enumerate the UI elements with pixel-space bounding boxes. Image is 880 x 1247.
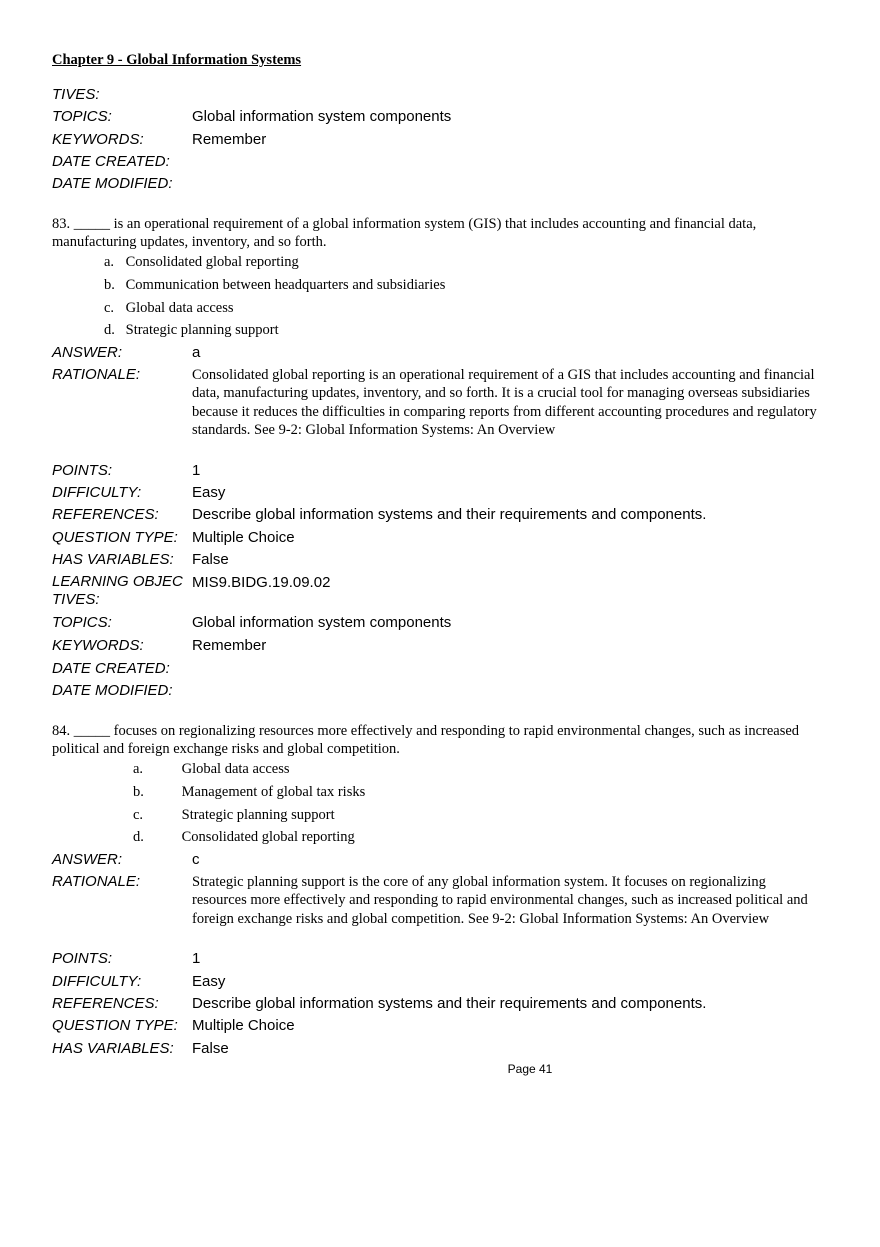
- choice-text: Consolidated global reporting: [125, 254, 299, 270]
- q83-keywords-row: [52, 636, 842, 656]
- q83-choice-c: [104, 298, 234, 318]
- q83-choice-d: [104, 320, 279, 340]
- references-label: REFERENCES:: [52, 995, 159, 1012]
- answer-value: c: [192, 851, 200, 868]
- page-number: Page 41: [507, 1062, 553, 1076]
- references-value: Describe global information systems and their requirements and components.: [192, 995, 707, 1012]
- q84-choice-b: [133, 782, 365, 802]
- q84-choice-c: [133, 805, 335, 825]
- difficulty-label: DIFFICULTY:: [52, 484, 142, 501]
- q84-has-variables-row: [52, 1039, 842, 1059]
- choice-text: Management of global tax risks: [181, 784, 366, 800]
- question-type-value: Multiple Choice: [192, 1017, 295, 1034]
- learning-objectives-value: MIS9.BIDG.19.09.02: [192, 574, 331, 591]
- q83-has-variables-row: [52, 550, 842, 570]
- references-label: REFERENCES:: [52, 506, 159, 523]
- q83-difficulty-row: [52, 483, 842, 503]
- difficulty-label: DIFFICULTY:: [52, 973, 142, 990]
- choice-text: Consolidated global reporting: [181, 829, 355, 845]
- choice-text: Communication between headquarters and subsidiaries: [125, 277, 446, 293]
- q84-choice-d: [133, 827, 355, 847]
- keywords-label: KEYWORDS:: [52, 131, 144, 148]
- question-84-stem: 84. _____ focuses on regionalizing resources more effectively and responding to rapid environmental changes, such as increased political and foreign exchange risks and global competition.: [52, 723, 800, 757]
- difficulty-value: Easy: [192, 973, 226, 990]
- choice-letter: a.: [133, 761, 144, 777]
- q83-choice-a: [104, 252, 299, 272]
- question-83-stem: 83. _____ is an operational requirement of a global information system (GIS) that includes accounting and financial data, manufacturing updates, inventory, and so forth.: [52, 216, 757, 250]
- keywords-value: Remember: [192, 637, 267, 654]
- question-type-label: QUESTION TYPE:: [52, 529, 178, 546]
- learning-objectives-label: LEARNING OBJECTIVES:: [52, 573, 183, 608]
- difficulty-value: Easy: [192, 484, 226, 501]
- references-value: Describe global information systems and their requirements and components.: [192, 506, 707, 523]
- has-variables-value: False: [192, 1040, 229, 1057]
- points-value: 1: [192, 950, 201, 967]
- q83-topics-row: [52, 613, 842, 633]
- keywords-value: Remember: [192, 131, 267, 148]
- topics-label: TOPICS:: [52, 108, 112, 125]
- q84-references-row: [52, 994, 842, 1014]
- prev-topics-row: [52, 107, 842, 127]
- question-type-label: QUESTION TYPE:: [52, 1017, 178, 1034]
- q84-choice-a: [133, 759, 290, 779]
- q84-points-row: [52, 949, 842, 969]
- date-created-label: DATE CREATED:: [52, 660, 170, 677]
- tives-label: TIVES:: [52, 86, 100, 103]
- points-label: POINTS:: [52, 950, 113, 967]
- date-modified-label: DATE MODIFIED:: [52, 175, 173, 192]
- date-created-label: DATE CREATED:: [52, 153, 170, 170]
- choice-text: Global data access: [125, 300, 234, 316]
- q83-rationale-row: [52, 365, 842, 461]
- q83-date-created-row: [52, 659, 842, 679]
- topics-value: Global information system components: [192, 108, 452, 125]
- choice-text: Strategic planning support: [125, 322, 279, 338]
- q84-question-type-row: [52, 1016, 842, 1036]
- has-variables-value: False: [192, 551, 229, 568]
- answer-value: a: [192, 344, 201, 361]
- rationale-value: Consolidated global reporting is an operational requirement of a GIS that includes accounting and financial data, manufacturing updates, inventory, and so forth. It is a crucial tool for managing overseas subsidiaries because it reduces the difficulties in comparing reports from different accounting procedures and regulatory standards. See 9-2: Global Information Systems: An Overview: [192, 367, 817, 438]
- choice-letter: b.: [133, 784, 144, 800]
- q84-rationale-row: [52, 872, 842, 950]
- q83-answer-row: [52, 343, 842, 363]
- choice-letter: d.: [104, 322, 115, 338]
- q83-question-type-row: [52, 528, 842, 548]
- has-variables-label: HAS VARIABLES:: [52, 1040, 174, 1057]
- prev-keywords-row: [52, 130, 842, 150]
- choice-letter: c.: [133, 807, 144, 823]
- topics-label: TOPICS:: [52, 614, 112, 631]
- prev-date-modified-row: [52, 174, 842, 194]
- rationale-label: RATIONALE:: [52, 366, 141, 383]
- question-type-value: Multiple Choice: [192, 529, 295, 546]
- q84-answer-row: [52, 850, 842, 870]
- choice-text: Global data access: [181, 761, 290, 777]
- q83-references-row: [52, 505, 842, 525]
- topics-value: Global information system components: [192, 614, 452, 631]
- chapter-title: Chapter 9 - Global Information Systems: [52, 52, 302, 68]
- answer-label: ANSWER:: [52, 851, 123, 868]
- rationale-label: RATIONALE:: [52, 873, 141, 890]
- q83-points-row: [52, 461, 842, 481]
- choice-text: Strategic planning support: [181, 807, 335, 823]
- keywords-label: KEYWORDS:: [52, 637, 144, 654]
- prev-tives-row: [52, 85, 842, 105]
- has-variables-label: HAS VARIABLES:: [52, 551, 174, 568]
- points-value: 1: [192, 462, 201, 479]
- rationale-value: Strategic planning support is the core of any global information system. It focuses on regionalizing resources more effectively and responding to rapid environmental changes, such as increased political and foreign exchange risks and global competition. See 9-2: Global Information Systems: An Overview: [192, 874, 808, 927]
- points-label: POINTS:: [52, 462, 113, 479]
- q83-date-modified-row: [52, 681, 842, 701]
- date-modified-label: DATE MODIFIED:: [52, 682, 173, 699]
- choice-letter: a.: [104, 254, 115, 270]
- choice-letter: d.: [133, 829, 144, 845]
- answer-label: ANSWER:: [52, 344, 123, 361]
- prev-date-created-row: [52, 152, 842, 172]
- q83-choice-b: [104, 275, 445, 295]
- q83-learning-objectives-row: [52, 573, 842, 613]
- choice-letter: b.: [104, 277, 115, 293]
- choice-letter: c.: [104, 300, 115, 316]
- q84-difficulty-row: [52, 972, 842, 992]
